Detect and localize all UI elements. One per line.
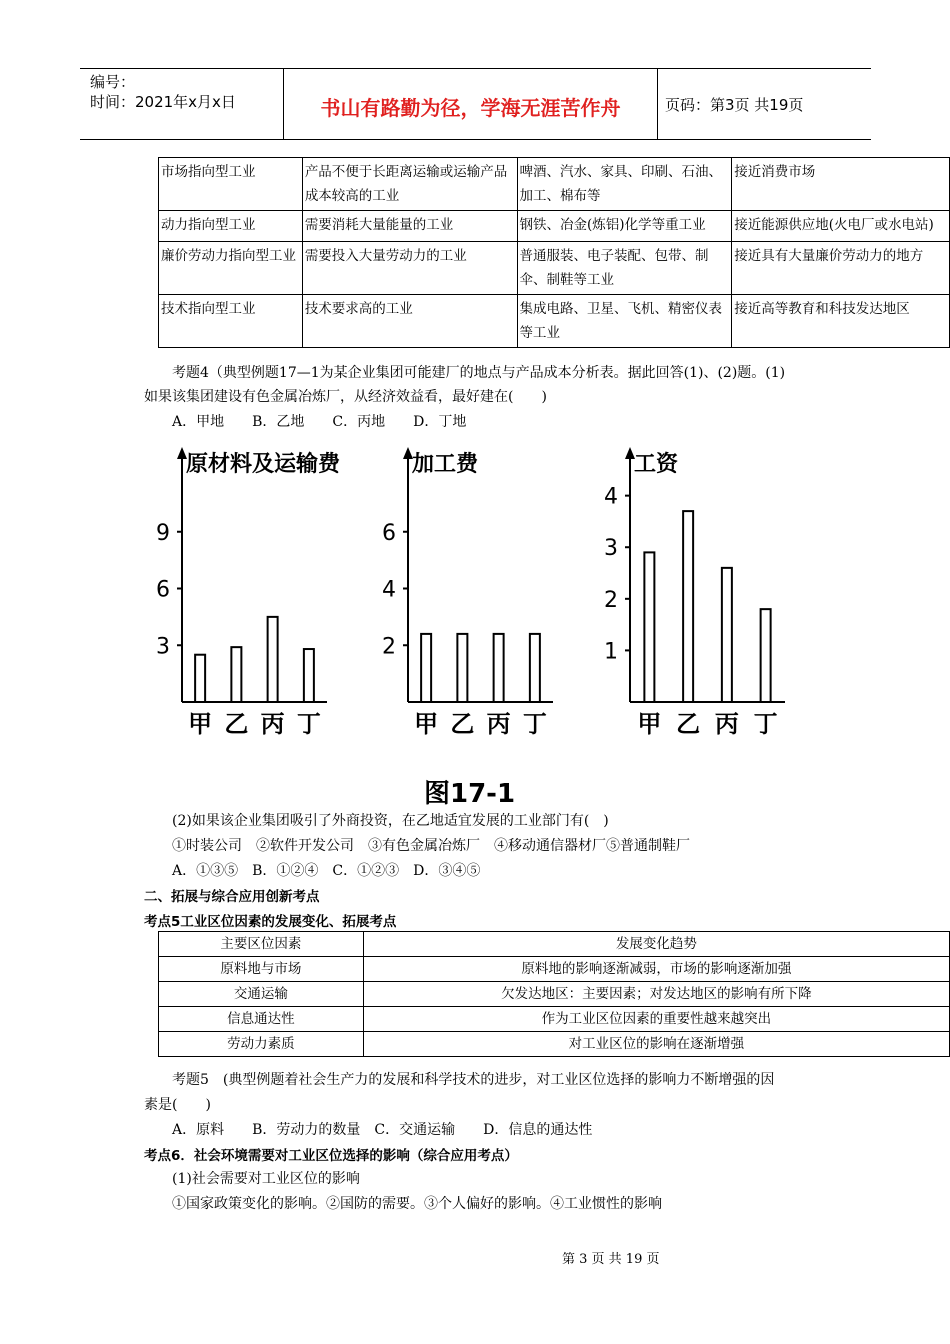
y-tick-label: 6	[156, 577, 170, 603]
x-tick-label: 丁	[296, 710, 321, 738]
x-tick-label: 甲	[188, 710, 213, 738]
table-cell: 动力指向型工业	[159, 211, 303, 242]
table-row	[159, 211, 950, 242]
table-row	[159, 982, 950, 1007]
header-page-cell	[657, 69, 871, 139]
point-5-heading: 考点5工业区位因素的发展变化、拓展考点	[144, 914, 397, 930]
table-header-cell: 主要区位因素	[159, 932, 364, 957]
table-header-row	[159, 932, 950, 957]
bar	[494, 634, 504, 702]
q4-options: A．甲地 B．乙地 C．丙地 D．丁地	[172, 414, 467, 430]
table-header-cell: 发展变化趋势	[363, 932, 949, 957]
table-cell: 劳动力素质	[159, 1032, 364, 1057]
table-cell: 需要消耗大量能量的工业	[302, 211, 517, 242]
number-label: 编号：	[90, 73, 136, 91]
chart-title: 工资	[634, 452, 679, 477]
x-tick-label: 丙	[714, 710, 739, 738]
table-cell: 欠发达地区：主要因素；对发达地区的影响有所下降	[363, 982, 949, 1007]
bar	[304, 649, 314, 702]
table-cell: 集成电路、卫星、飞机、精密仪表等工业	[517, 295, 732, 348]
section-2-heading: 二、拓展与综合应用创新考点	[144, 889, 320, 905]
y-tick-label: 6	[382, 520, 396, 546]
table-row	[159, 242, 950, 295]
y-tick-label: 4	[382, 577, 396, 603]
time-label: 时间：2021年x月x日	[90, 93, 236, 111]
table-row	[159, 158, 950, 211]
x-tick-label: 乙	[224, 710, 249, 738]
x-tick-label: 丙	[486, 710, 511, 738]
bar	[722, 568, 732, 702]
q4-line1: 考题4（典型例题17—1为某企业集团可能建厂的地点与产品成本分析表。据此回答(1)、(2)题。(1)	[172, 365, 786, 381]
x-tick-label: 乙	[450, 710, 475, 738]
table-cell: 作为工业区位因素的重要性越来越突出	[363, 1007, 949, 1032]
q4-2-options: A．①③⑤ B．①②④ C．①②③ D．③④⑤	[172, 863, 481, 879]
bar	[421, 634, 431, 702]
table-cell: 啤酒、汽水、家具、印刷、石油、加工、棉布等	[517, 158, 732, 211]
y-tick-label: 4	[604, 484, 618, 510]
industry-orientation-table	[158, 157, 950, 348]
table-cell: 市场指向型工业	[159, 158, 303, 211]
q5-options: A．原料 B．劳动力的数量 C．交通运输 D．信息的通达性	[172, 1122, 593, 1138]
q4-line2: 如果该集团建设有色金属冶炼厂，从经济效益看，最好建在( )	[144, 389, 547, 405]
table-cell: 普通服装、电子装配、包带、制伞、制鞋等工业	[517, 242, 732, 295]
q5-line1: 考题5 (典型例题着社会生产力的发展和科学技术的进步，对工业区位选择的影响力不断增强的因	[172, 1072, 775, 1088]
point-6-sub1: (1)社会需要对工业区位的影响	[172, 1171, 360, 1187]
x-tick-label: 甲	[637, 710, 662, 738]
table-row	[159, 1007, 950, 1032]
table-row	[159, 957, 950, 982]
table-cell: 信息通达性	[159, 1007, 364, 1032]
page-footer: 第 3 页 共 19 页	[562, 1252, 660, 1267]
table-cell: 产品不便于长距离运输或运输产品成本较高的工业	[302, 158, 517, 211]
table-cell: 技术指向型工业	[159, 295, 303, 348]
table-cell: 接近能源供应地(火电厂或水电站)	[732, 211, 950, 242]
location-factor-trend-table	[158, 931, 950, 1057]
y-tick-label: 2	[604, 587, 618, 613]
bar	[268, 617, 278, 702]
motto: 书山有路勤为径，学海无涯苦作舟	[320, 96, 621, 120]
figure-caption: 图17-1	[424, 779, 516, 809]
table-row	[159, 1032, 950, 1057]
bar	[195, 655, 205, 702]
y-tick-label: 1	[604, 639, 618, 665]
table-cell: 接近具有大量廉价劳动力的地方	[732, 242, 950, 295]
bar	[683, 511, 693, 702]
table-cell: 廉价劳动力指向型工业	[159, 242, 303, 295]
table-cell: 需要投入大量劳动力的工业	[302, 242, 517, 295]
x-tick-label: 丙	[260, 710, 285, 738]
chart-title: 原材料及运输费	[186, 452, 341, 477]
table-cell: 交通运输	[159, 982, 364, 1007]
x-tick-label: 丁	[753, 710, 778, 738]
table-cell: 钢铁、冶金(炼铝)化学等重工业	[517, 211, 732, 242]
point-6-sub2: ①国家政策变化的影响。②国防的需要。③个人偏好的影响。④工业惯性的影响	[172, 1196, 662, 1212]
x-tick-label: 甲	[414, 710, 439, 738]
q5-line2: 素是( )	[144, 1097, 211, 1113]
header-meta	[80, 69, 283, 139]
bar	[761, 609, 771, 702]
bar	[644, 552, 654, 702]
x-tick-label: 丁	[522, 710, 547, 738]
x-tick-label: 乙	[676, 710, 701, 738]
point-6-heading: 考点6．社会环境需要对工业区位选择的影响（综合应用考点）	[144, 1148, 518, 1164]
page-header	[80, 68, 871, 140]
table-cell: 原料地的影响逐渐减弱，市场的影响逐渐加强	[363, 957, 949, 982]
y-tick-label: 3	[156, 634, 170, 660]
table-cell: 接近高等教育和科技发达地区	[732, 295, 950, 348]
table-cell: 接近消费市场	[732, 158, 950, 211]
y-tick-label: 3	[604, 536, 618, 562]
y-tick-label: 2	[382, 634, 396, 660]
q4-2-line2: ①时装公司 ②软件开发公司 ③有色金属冶炼厂 ④移动通信器材厂⑤普通制鞋厂	[172, 838, 690, 854]
y-tick-label: 9	[156, 520, 170, 546]
page-label: 页码：第3页 共19页	[665, 96, 804, 114]
bar	[457, 634, 467, 702]
chart-title: 加工费	[412, 452, 479, 477]
figure-17-1	[140, 435, 840, 815]
bar	[530, 634, 540, 702]
table-cell: 原料地与市场	[159, 957, 364, 982]
bar	[231, 647, 241, 702]
table-row	[159, 295, 950, 348]
header-motto-cell	[283, 69, 658, 139]
table-cell: 对工业区位的影响在逐渐增强	[363, 1032, 949, 1057]
q4-2-line1: (2)如果该企业集团吸引了外商投资，在乙地适宜发展的工业部门有( )	[172, 813, 609, 829]
table-cell: 技术要求高的工业	[302, 295, 517, 348]
